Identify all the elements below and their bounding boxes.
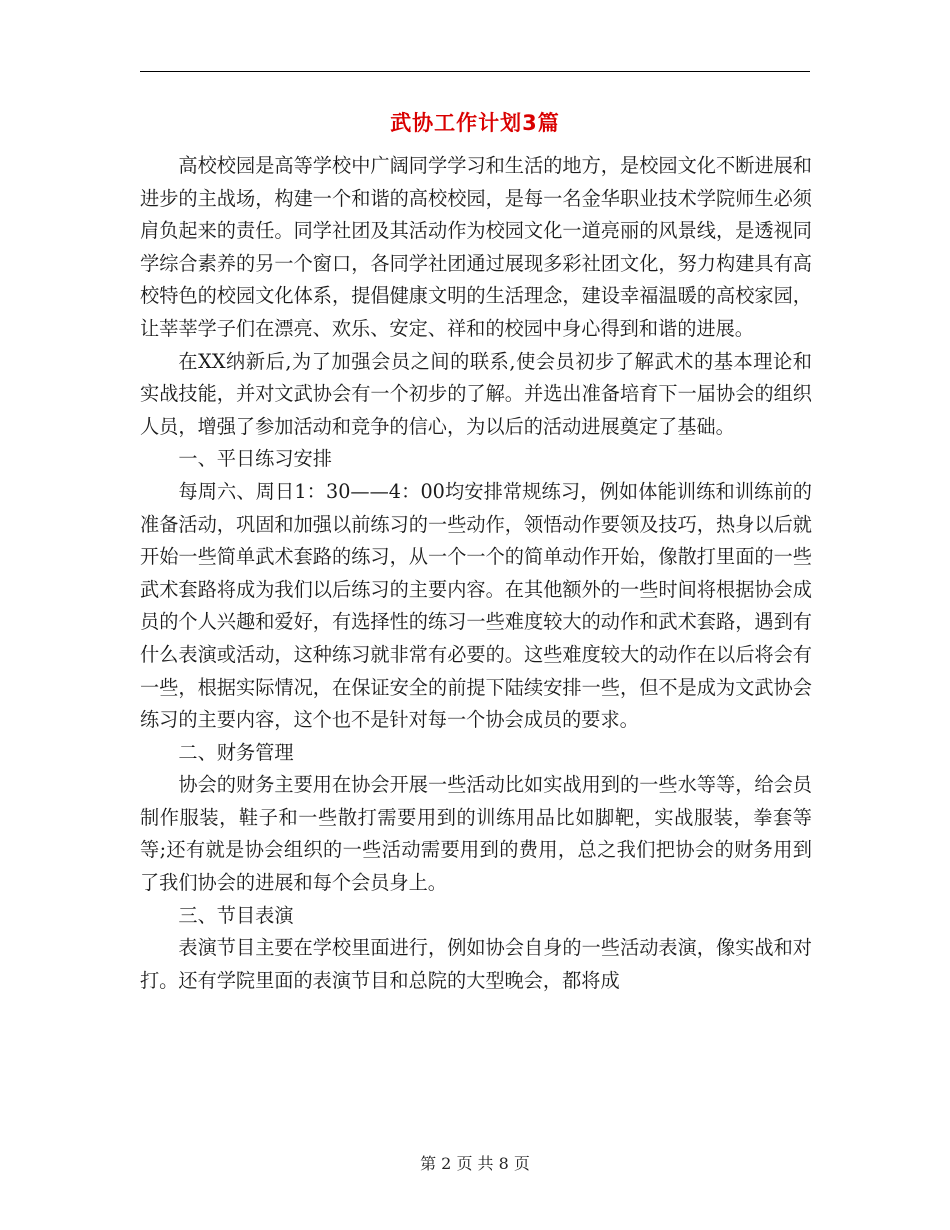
document-body	[140, 150, 812, 997]
document-title: 武协工作计划3篇	[390, 111, 560, 135]
header-rule	[140, 71, 810, 72]
section-heading-finance: 二、财务管理	[178, 740, 294, 764]
intro-paragraph-2: 在XX纳新后,为了加强会员之间的联系,使会员初步了解武术的基本理论和实战技能，并对文武协会有一个初步的了解。并选出准备培育下一届协会的组织人员，增强了参加活动和竞争的信心，为以后的活动进展奠定了基础。	[140, 349, 812, 438]
section-heading-performance: 三、节目表演	[178, 903, 294, 927]
section-text-performance: 表演节目主要在学校里面进行，例如协会自身的一些活动表演，像实战和对打。还有学院里面的表演节目和总院的大型晚会，都将成	[140, 936, 812, 992]
intro-paragraph-1: 高校校园是高等学校中广阔同学学习和生活的地方，是校园文化不断进展和进步的主战场，构建一个和谐的高校校园，是每一名金华职业技术学院师生必须肩负起来的责任。同学社团及其活动作为校园文化一道亮丽的风景线，是透视同学综合素养的另一个窗口，各同学社团通过展现多彩社团文化，努力构建具有高校特色的校园文化体系，提倡健康文明的生活理念，建设幸福温暖的高校家园，让莘莘学子们在漂亮、欢乐、安定、祥和的校园中身心得到和谐的进展。	[140, 154, 812, 340]
page-number-footer: 第 2 页 共 8 页	[420, 1154, 530, 1173]
section-text-finance: 协会的财务主要用在协会开展一些活动比如实战用到的一些水等等，给会员制作服装，鞋子和一些散打需要用到的训练用品比如脚靶，实战服装，拳套等等;还有就是协会组织的一些活动需要用到的费用，总之我们把协会的财务用到了我们协会的进展和每个会员身上。	[140, 773, 812, 895]
section-heading-practice: 一、平日练习安排	[178, 447, 332, 471]
section-text-practice: 每周六、周日1：30——4：00均安排常规练习，例如体能训练和训练前的准备活动，巩固和加强以前练习的一些动作，领悟动作要领及技巧，热身以后就开始一些简单武术套路的练习，从一个一个的简单动作开始，像散打里面的一些武术套路将成为我们以后练习的主要内容。在其他额外的一些时间将根据协会成员的个人兴趣和爱好，有选择性的练习一些难度较大的动作和武术套路，遇到有什么表演或活动，这种练习就非常有必要的。这些难度较大的动作在以后将会有一些，根据实际情况，在保证安全的前提下陆续安排一些，但不是成为文武协会练习的主要内容，这个也不是针对每一个协会成员的要求。	[140, 479, 812, 732]
